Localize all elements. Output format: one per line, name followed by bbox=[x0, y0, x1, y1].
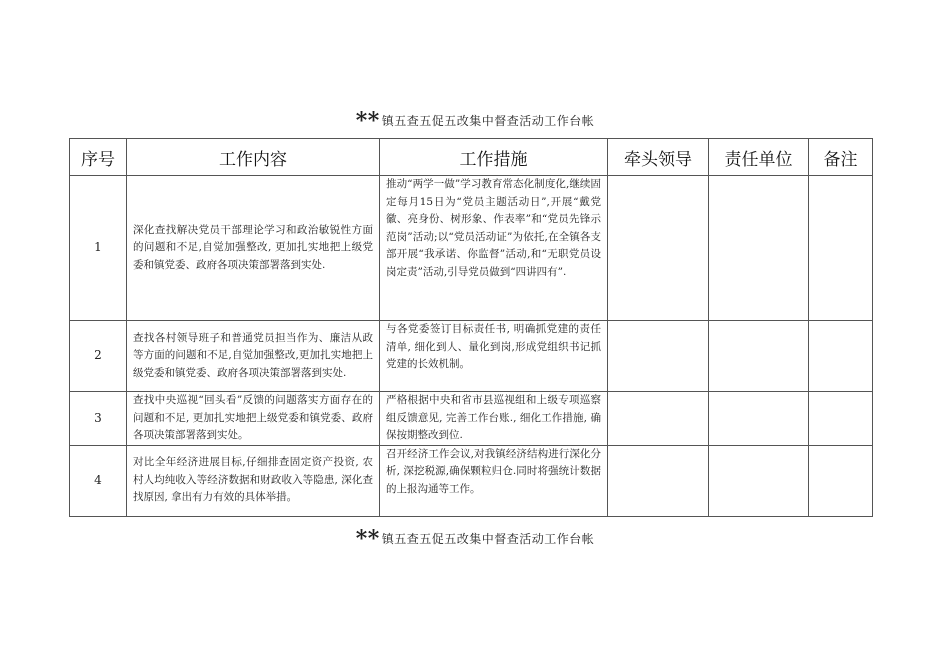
remark bbox=[809, 321, 873, 392]
work-content: 查找中央巡视“回头看”反馈的问题落实方面存在的问题和不足, 更加扎实地把上级党委和镇党委、政府各项决策部署落到实处。 bbox=[127, 392, 380, 446]
table-header-row bbox=[70, 139, 873, 176]
remark bbox=[809, 392, 873, 446]
table-row bbox=[70, 321, 873, 392]
lead-leader bbox=[608, 392, 709, 446]
table-row bbox=[70, 445, 873, 516]
header-no: 序号 bbox=[70, 139, 127, 176]
title-text: 镇五查五促五改集中督查活动工作台帐 bbox=[381, 114, 595, 128]
lead-leader bbox=[608, 445, 709, 516]
responsible-unit bbox=[709, 445, 809, 516]
row-number: 3 bbox=[70, 392, 127, 446]
work-measures: 严格根据中央和省市县巡视组和上级专项巡察组反馈意见, 完善工作台账., 细化工作措施, 确保按期整改到位. bbox=[380, 392, 608, 446]
table-row bbox=[70, 392, 873, 446]
title-stars: ** bbox=[355, 108, 380, 134]
responsible-unit bbox=[709, 176, 809, 321]
lead-leader bbox=[608, 176, 709, 321]
work-measures: 召开经济工作会议,对我镇经济结构进行深化分析, 深挖税源,确保颗粒归仓.同时将强统计数据的上报沟通等工作。 bbox=[380, 445, 608, 516]
lead-leader bbox=[608, 321, 709, 392]
work-measures: 与各党委签订目标责任书, 明确抓党建的责任清单, 细化到人、量化到岗,形成党组织书记抓党建的长效机制。 bbox=[380, 321, 608, 392]
footer-title-text: 镇五查五促五改集中督查活动工作台帐 bbox=[381, 532, 595, 546]
remark bbox=[809, 445, 873, 516]
header-remark: 备注 bbox=[809, 139, 873, 176]
table-row bbox=[70, 176, 873, 321]
work-content: 对比全年经济进展目标,仔细排查固定资产投资, 农村人均纯收入等经济数据和财政收入等隐患, 深化查找原因, 拿出有力有效的具体举措。 bbox=[127, 445, 380, 516]
work-ledger-table bbox=[69, 138, 873, 517]
footer-title-stars: ** bbox=[355, 526, 380, 552]
work-content: 查找各村领导班子和普通党员担当作为、廉洁从政等方面的问题和不足,自觉加强整改,更加扎实地把上级党委和镇党委、政府各项决策部署落到实处. bbox=[127, 321, 380, 392]
responsible-unit bbox=[709, 321, 809, 392]
work-content: 深化查找解决党员干部理论学习和政治敏锐性方面的问题和不足,自觉加强整改, 更加扎实地把上级党委和镇党委、政府各项决策部署落到实处. bbox=[127, 176, 380, 321]
row-number: 4 bbox=[70, 445, 127, 516]
row-number: 1 bbox=[70, 176, 127, 321]
header-measures: 工作措施 bbox=[380, 139, 608, 176]
remark bbox=[809, 176, 873, 321]
responsible-unit bbox=[709, 392, 809, 446]
footer-title bbox=[0, 526, 950, 552]
header-leader: 牵头领导 bbox=[608, 139, 709, 176]
work-measures: 推动“两学一做”学习教育常态化制度化,继续固定每月15日为“党员主题活动日”,开展“戴党徽、亮身份、树形象、作表率”和“党员先锋示范岗”活动;以“党员活动证”为依托,在全镇各支部开展“我承诺、你监督”活动,和“无职党员设岗定责”活动,引导党员做到“四讲四有”. bbox=[380, 176, 608, 321]
row-number: 2 bbox=[70, 321, 127, 392]
header-unit: 责任单位 bbox=[709, 139, 809, 176]
header-content: 工作内容 bbox=[127, 139, 380, 176]
document-title bbox=[0, 108, 950, 134]
